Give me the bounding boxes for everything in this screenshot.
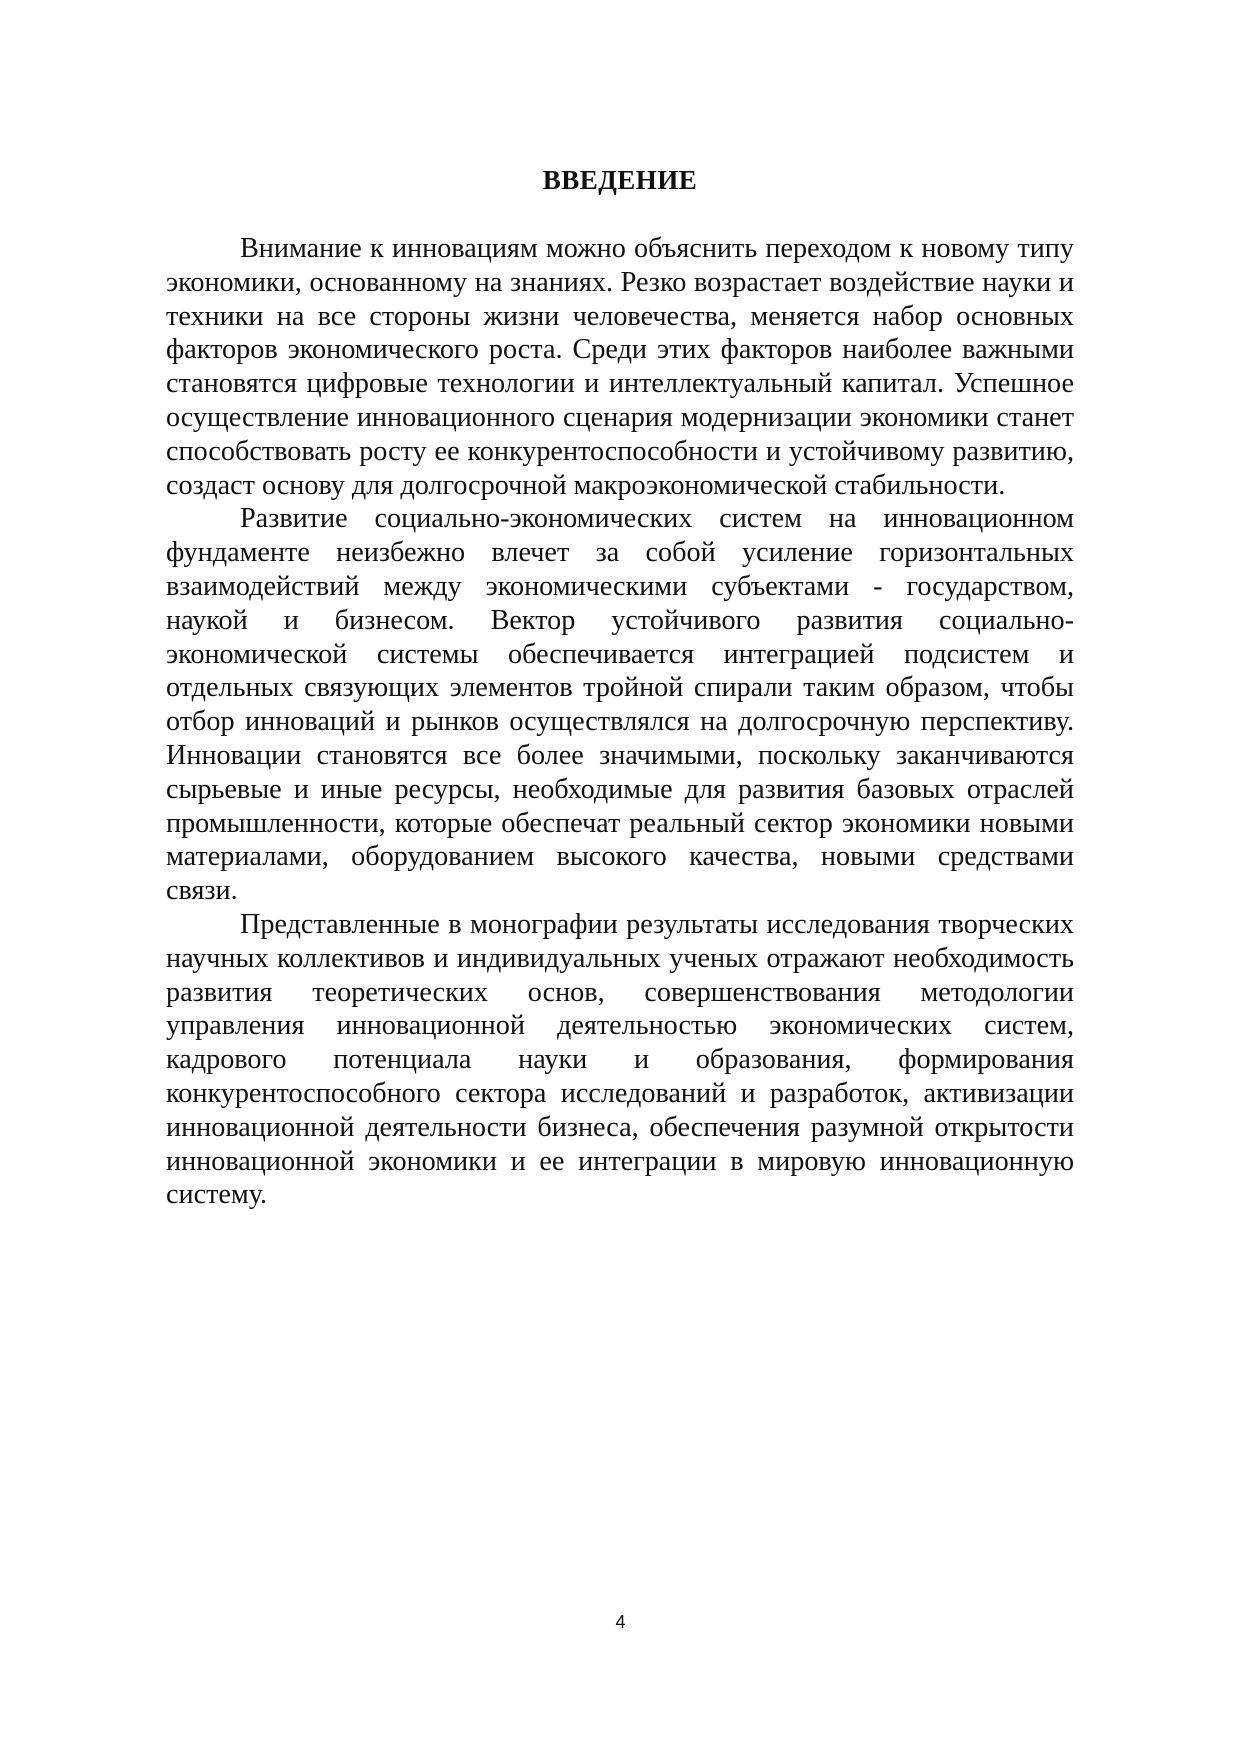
section-title: ВВЕДЕНИЕ	[542, 165, 698, 195]
paragraph: Внимание к инновациям можно объяснить переходом к новому типу экономики, основанному на знаниях. Резко возрастает воздействие науки и техники на все стороны жизни человечества, меняется набор основных факторов экономического роста. Среди этих факторов наиболее важными становятся цифровые технологии и интеллектуальный капитал. Успешное осуществление инновационного сценария модернизации экономики станет способствовать росту ее конкурентоспособности и устойчивому развитию, создаст основу для долгосрочной макроэкономической стабильности.	[166, 233, 1074, 501]
body-text	[166, 232, 1074, 1212]
page-number: 4	[615, 1612, 626, 1632]
paragraph: Представленные в монографии результаты исследования творческих научных коллективов и индивидуальных ученых отражают необходимость развития теоретических основ, совершенствования методологии управления инновационной деятельностью экономических систем, кадрового потенциала науки и образования, формирования конкурентоспособного сектора исследований и разработок, активизации инновационной деятельности бизнеса, обеспечения разумной открытости инновационной экономики и ее интеграции в мировую инновационную систему.	[166, 908, 1074, 1211]
paragraph: Развитие социально-экономических систем на инновационном фундаменте неизбежно влечет за собой усиление горизонтальных взаимодействий между экономическими субъектами - государством, наукой и бизнесом. Вектор устойчивого развития социально-экономической системы обеспечивается интеграцией подсистем и отдельных связующих элементов тройной спирали таким образом, чтобы отбор инноваций и рынков осуществлялся на долгосрочную перспективу. Инновации становятся все более значимыми, поскольку заканчиваются сырьевые и иные ресурсы, необходимые для развития базовых отраслей промышленности, которые обеспечат реальный сектор экономики новыми материалами, оборудованием высокого качества, новыми средствами связи.	[166, 503, 1074, 907]
